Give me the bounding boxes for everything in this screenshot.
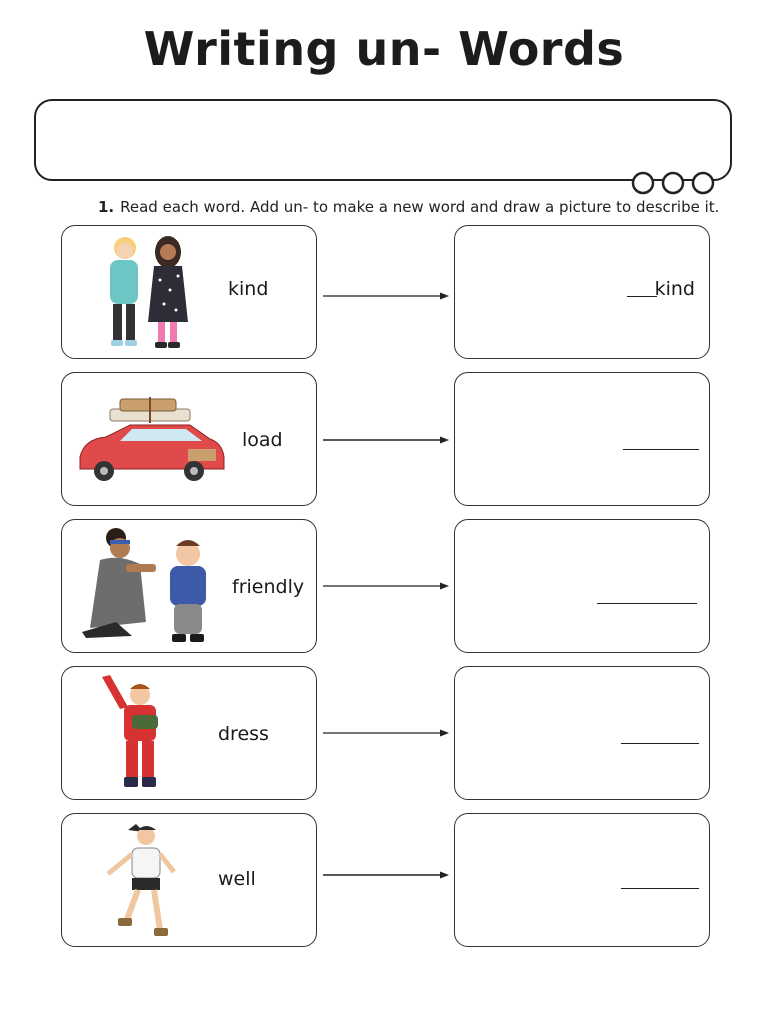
arrow-icon: [323, 434, 449, 446]
boy-dressing-illustration: [70, 671, 230, 795]
answer-card-dress[interactable]: [454, 666, 710, 800]
answer-blank[interactable]: [621, 743, 699, 744]
answer-blank[interactable]: [621, 888, 699, 889]
word-card-friendly: [61, 519, 317, 653]
answer-blank[interactable]: [597, 603, 697, 604]
instruction-number: 1.: [98, 198, 115, 216]
word-label: well: [218, 868, 256, 890]
answer-card-kind[interactable]: [454, 225, 710, 359]
word-card-kind: [61, 225, 317, 359]
prefix-blank[interactable]: [627, 296, 657, 297]
word-label: kind: [228, 278, 269, 300]
instruction-text: Read each word. Add un- to make a new word and draw a picture to describe it.: [120, 198, 720, 216]
page-title: Writing un- Words: [143, 22, 625, 76]
word-card-load: [61, 372, 317, 506]
instruction: [98, 198, 719, 216]
arrow-icon: [323, 290, 449, 302]
word-label: load: [242, 429, 283, 451]
word-card-dress: [61, 666, 317, 800]
name-box[interactable]: [34, 99, 732, 181]
word-label: friendly: [232, 576, 305, 598]
two-girls-illustration: [70, 230, 230, 354]
arrow-icon: [323, 869, 449, 881]
running-girl-illustration: [70, 818, 230, 942]
word-card-well: [61, 813, 317, 947]
word-label: dress: [218, 723, 269, 745]
answer-blank[interactable]: [623, 449, 699, 450]
answer-card-friendly[interactable]: [454, 519, 710, 653]
arrow-icon: [323, 580, 449, 592]
arrow-icon: [323, 727, 449, 739]
answer-suffix: kind: [654, 278, 695, 300]
answer-card-load[interactable]: [454, 372, 710, 506]
comforting-friend-illustration: [70, 524, 230, 648]
loaded-car-illustration: [70, 377, 230, 501]
answer-card-well[interactable]: [454, 813, 710, 947]
decorative-circles: [631, 171, 715, 195]
